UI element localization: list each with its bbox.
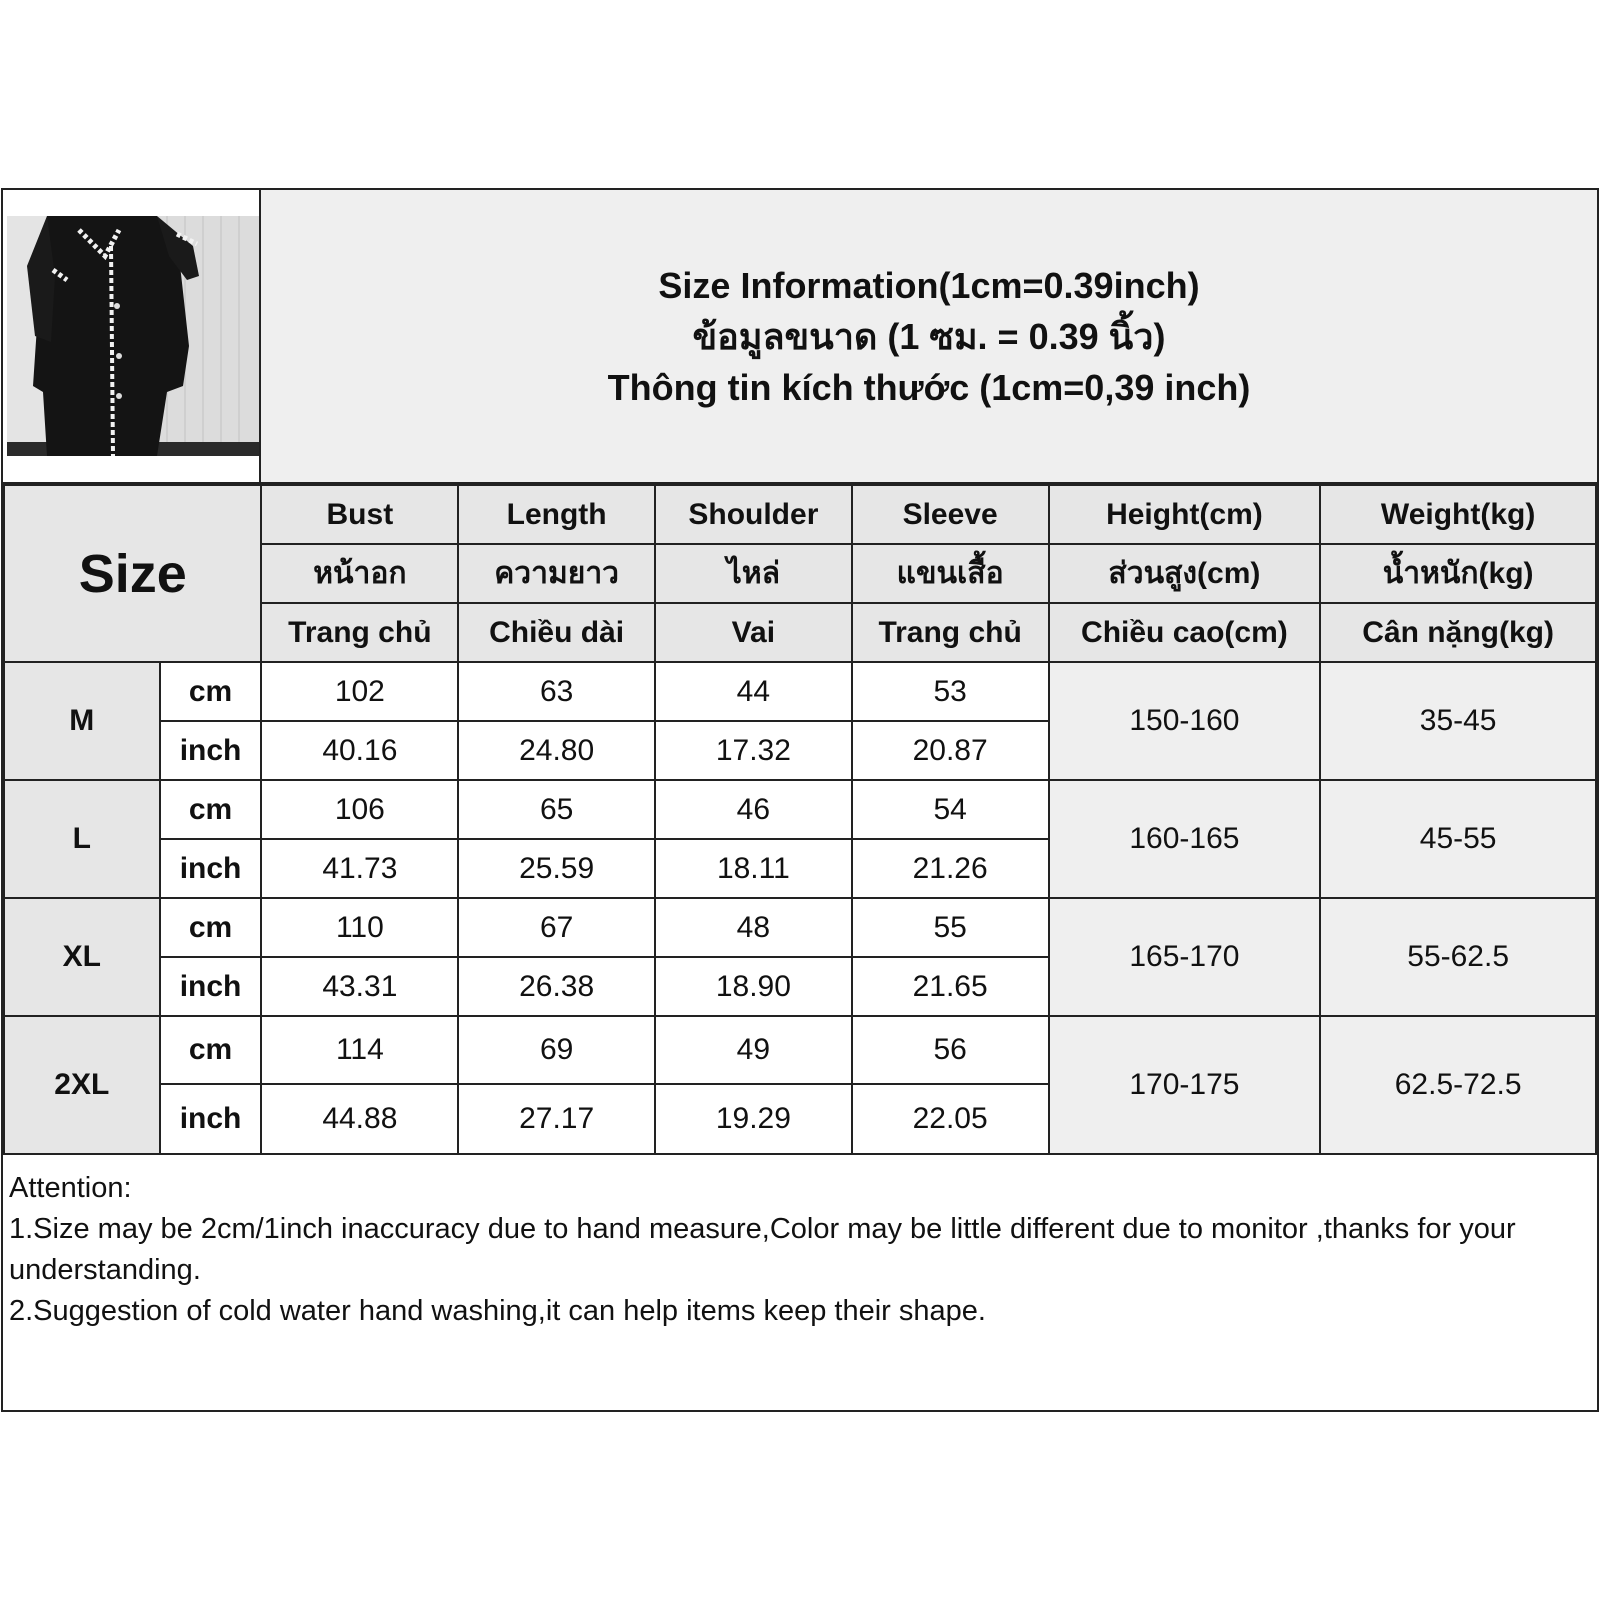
measure-cell: 63 (458, 662, 655, 721)
column-header-3-th: แขนเสื้อ (852, 544, 1049, 603)
measure-cell: 18.90 (655, 957, 852, 1016)
measure-cell: 48 (655, 898, 852, 957)
measure-cell: 40.16 (261, 721, 458, 780)
measure-cell: 46 (655, 780, 852, 839)
notes-line-2: 2.Suggestion of cold water hand washing,it can help items keep their shape. (9, 1295, 986, 1327)
measure-cell: 110 (261, 898, 458, 957)
weight-range: 35-45 (1320, 662, 1596, 780)
unit-label: inch (160, 839, 262, 898)
column-header-1-th: ความยาว (458, 544, 655, 603)
product-photo-cell (3, 190, 261, 484)
measure-cell: 41.73 (261, 839, 458, 898)
column-header-0-vi: Trang chủ (261, 603, 458, 662)
title-thai: ข้อมูลขนาด (1 ซม. = 0.39 นิ้ว) (692, 315, 1166, 357)
notes-line-1: 1.Size may be 2cm/1inch inaccuracy due to hand measure,Color may be little different due to monitor ,thanks for your understanding. (9, 1213, 1516, 1286)
column-header-1-vi: Chiều dài (458, 603, 655, 662)
title-block (261, 190, 1597, 484)
table-row (4, 780, 1596, 839)
size-table (3, 484, 1597, 1155)
size-chart (1, 188, 1599, 1412)
measure-cell: 25.59 (458, 839, 655, 898)
height-range: 170-175 (1049, 1016, 1321, 1154)
unit-label: cm (160, 662, 262, 721)
unit-label: inch (160, 1084, 262, 1154)
column-header-3-vi: Trang chủ (852, 603, 1049, 662)
title-english: Size Information(1cm=0.39inch) (658, 264, 1200, 306)
table-row (4, 1016, 1596, 1084)
column-header-2-th: ไหล่ (655, 544, 852, 603)
measure-cell: 27.17 (458, 1084, 655, 1154)
measure-cell: 24.80 (458, 721, 655, 780)
measure-cell: 106 (261, 780, 458, 839)
column-header-5-th: น้ำหนัก(kg) (1320, 544, 1596, 603)
column-header-5-vi: Cân nặng(kg) (1320, 603, 1596, 662)
measure-cell: 20.87 (852, 721, 1049, 780)
measure-cell: 44 (655, 662, 852, 721)
measure-cell: 53 (852, 662, 1049, 721)
column-header-2-en: Shoulder (655, 485, 852, 544)
measure-cell: 56 (852, 1016, 1049, 1084)
unit-label: cm (160, 1016, 262, 1084)
title-vietnamese: Thông tin kích thước (1cm=0,39 inch) (607, 366, 1251, 408)
measure-cell: 19.29 (655, 1084, 852, 1154)
measure-cell: 44.88 (261, 1084, 458, 1154)
height-range: 165-170 (1049, 898, 1321, 1016)
height-range: 160-165 (1049, 780, 1321, 898)
weight-range: 55-62.5 (1320, 898, 1596, 1016)
unit-label: cm (160, 780, 262, 839)
column-header-0-en: Bust (261, 485, 458, 544)
height-range: 150-160 (1049, 662, 1321, 780)
product-photo-illustration (7, 216, 259, 456)
measure-cell: 54 (852, 780, 1049, 839)
unit-label: inch (160, 957, 262, 1016)
measure-cell: 21.26 (852, 839, 1049, 898)
notes-heading: Attention: (9, 1172, 132, 1204)
measure-cell: 21.65 (852, 957, 1049, 1016)
table-row (4, 662, 1596, 721)
weight-range: 62.5-72.5 (1320, 1016, 1596, 1154)
product-photo (7, 216, 259, 456)
measure-cell: 22.05 (852, 1084, 1049, 1154)
measure-cell: 49 (655, 1016, 852, 1084)
column-header-4-vi: Chiều cao(cm) (1049, 603, 1321, 662)
attention-notes (9, 1168, 1589, 1332)
measure-cell: 67 (458, 898, 655, 957)
measure-cell: 55 (852, 898, 1049, 957)
measure-cell: 18.11 (655, 839, 852, 898)
measure-cell: 69 (458, 1016, 655, 1084)
measure-cell: 26.38 (458, 957, 655, 1016)
size-label: XL (4, 898, 160, 1016)
column-header-1-en: Length (458, 485, 655, 544)
column-header-4-en: Height(cm) (1049, 485, 1321, 544)
unit-label: cm (160, 898, 262, 957)
measure-cell: 102 (261, 662, 458, 721)
measure-cell: 43.31 (261, 957, 458, 1016)
measure-cell: 114 (261, 1016, 458, 1084)
column-header-2-vi: Vai (655, 603, 852, 662)
table-row (4, 898, 1596, 957)
measure-cell: 65 (458, 780, 655, 839)
size-label: 2XL (4, 1016, 160, 1154)
measure-cell: 17.32 (655, 721, 852, 780)
size-label: M (4, 662, 160, 780)
column-header-0-th: หน้าอก (261, 544, 458, 603)
weight-range: 45-55 (1320, 780, 1596, 898)
column-header-3-en: Sleeve (852, 485, 1049, 544)
unit-label: inch (160, 721, 262, 780)
column-header-4-th: ส่วนสูง(cm) (1049, 544, 1321, 603)
header-row-en (4, 485, 1596, 544)
size-label: L (4, 780, 160, 898)
size-header: Size (4, 485, 261, 662)
column-header-5-en: Weight(kg) (1320, 485, 1596, 544)
